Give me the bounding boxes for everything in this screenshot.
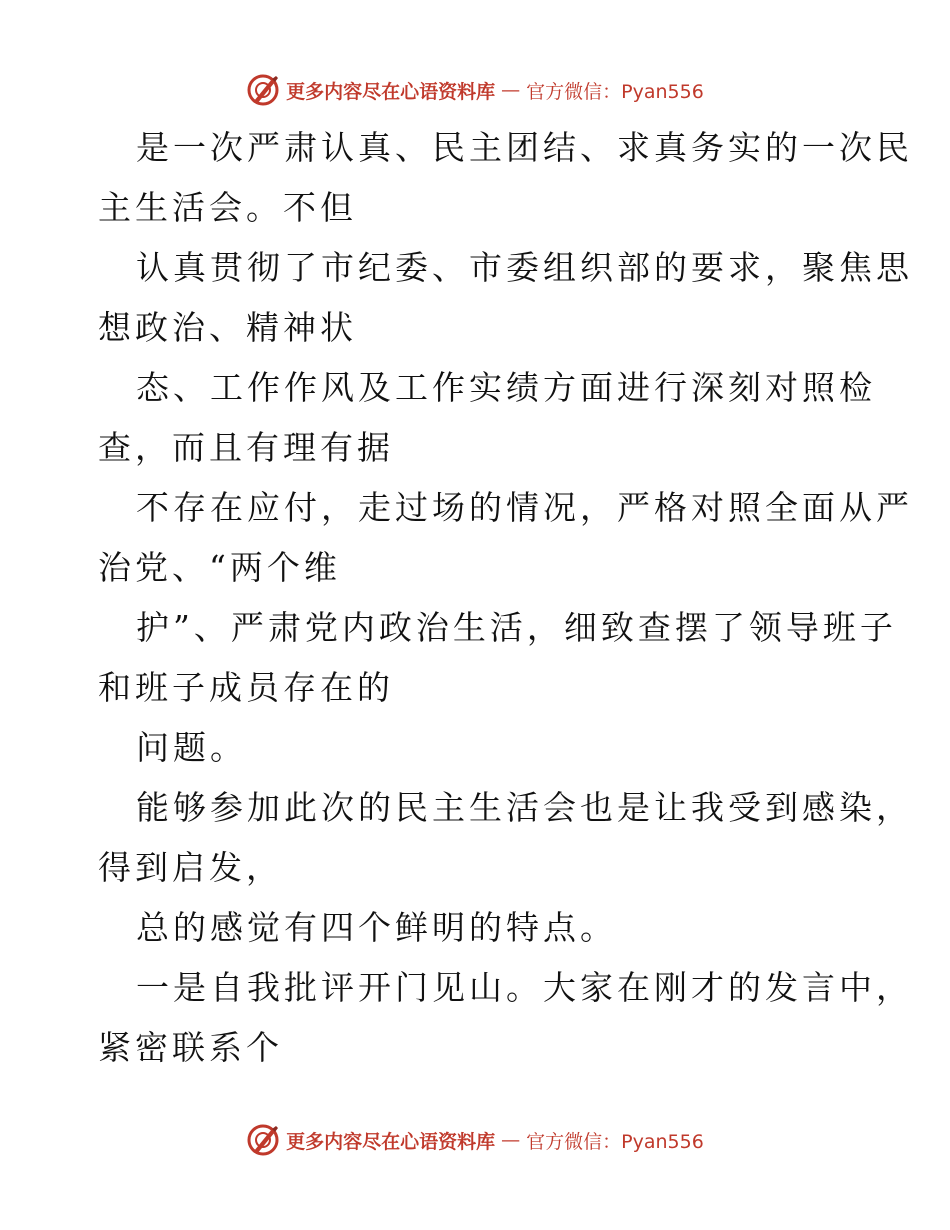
text-line: 想政治、精神状	[98, 308, 357, 347]
banner-wechat: 官方微信：Pyan556	[526, 1130, 704, 1153]
text-line: 和班子成员存在的	[98, 668, 394, 707]
header-banner	[0, 70, 950, 110]
banner-wechat: 官方微信：Pyan556	[526, 80, 704, 103]
pen-logo-icon	[246, 1123, 280, 1157]
pen-logo-icon	[246, 73, 280, 107]
text-line: 主生活会。不但	[98, 188, 357, 227]
text-line: 不存在应付，走过场的情况，严格对照全面从严	[136, 488, 913, 527]
banner-dash: —	[501, 1129, 521, 1151]
text-line: 态、工作作风及工作实绩方面进行深刻对照检	[136, 368, 876, 407]
text-line: 治党、“两个维	[98, 548, 341, 587]
text-line: 紧密联系个	[98, 1028, 283, 1067]
text-line: 认真贯彻了市纪委、市委组织部的要求，聚焦思	[136, 248, 913, 287]
footer-banner	[0, 1120, 950, 1160]
text-line: 是一次严肃认真、民主团结、求真务实的一次民	[136, 128, 913, 167]
banner-title: 更多内容尽在心语资料库	[286, 1130, 496, 1153]
text-line: 一是自我批评开门见山。大家在刚才的发言中，	[136, 968, 913, 1007]
text-line: 得到启发，	[98, 848, 283, 887]
text-line: 护”、严肃党内政治生活，细致查摆了领导班子	[136, 608, 897, 647]
text-line: 查，而且有理有据	[98, 428, 394, 467]
text-line: 总的感觉有四个鲜明的特点。	[136, 908, 617, 947]
document-body	[98, 118, 913, 1078]
banner-dash: —	[501, 79, 521, 101]
text-line: 问题。	[136, 728, 247, 767]
text-line: 能够参加此次的民主生活会也是让我受到感染，	[136, 788, 913, 827]
banner-title: 更多内容尽在心语资料库	[286, 80, 496, 103]
